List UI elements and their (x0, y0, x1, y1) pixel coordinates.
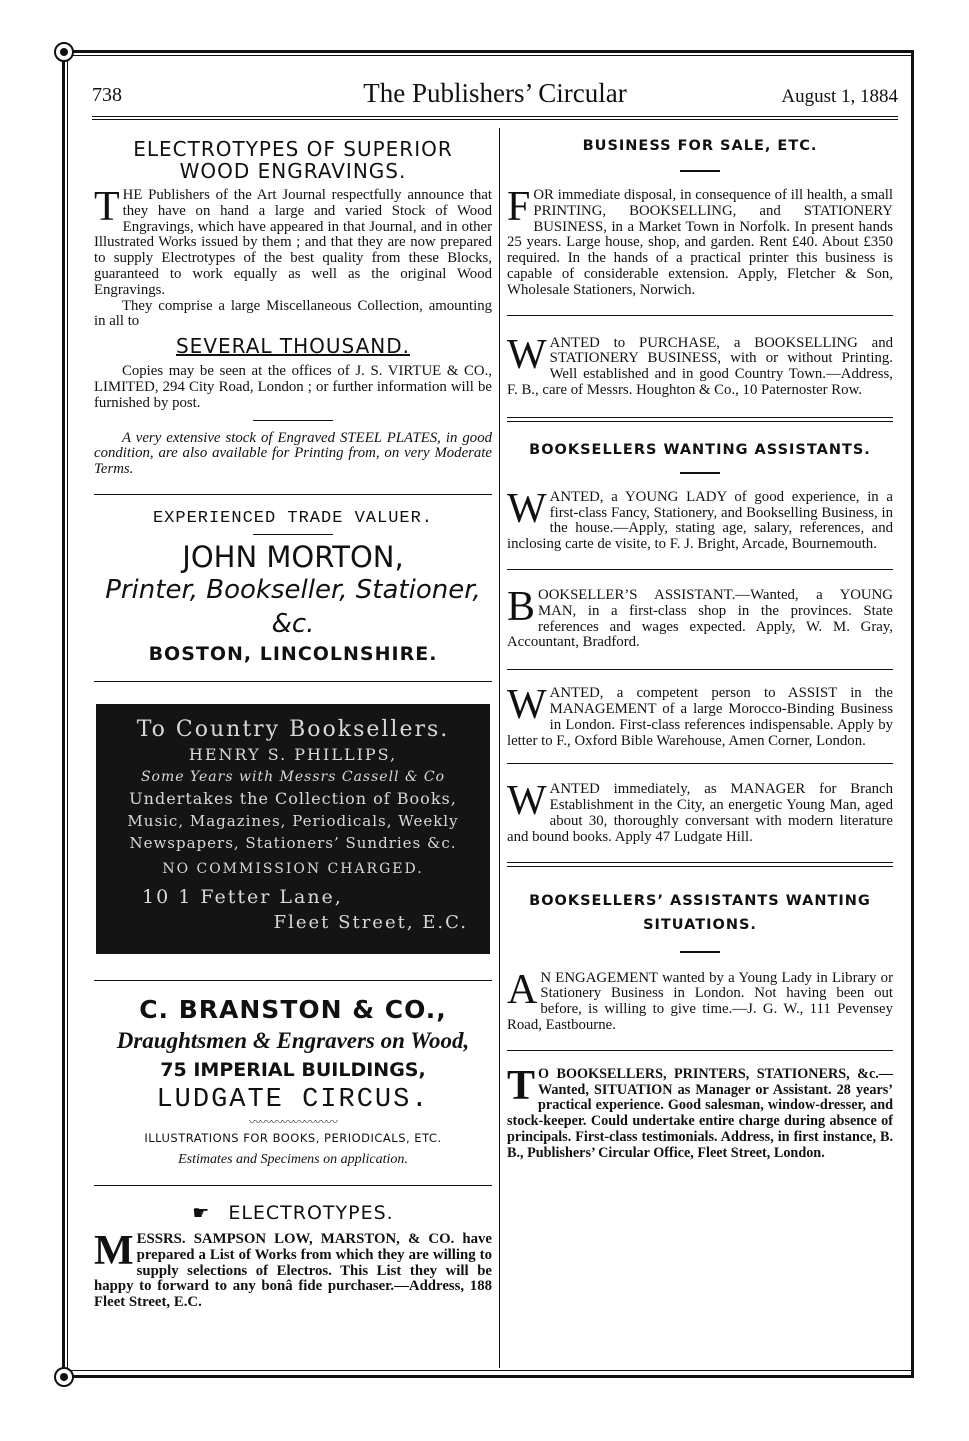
branston-circus: LUDGATE CIRCUS. (156, 1084, 430, 1115)
phillips-advert-block (96, 704, 490, 954)
right-column (507, 128, 893, 1161)
advert-separator (507, 315, 893, 316)
advert-body: MESSRS. SAMPSON LOW, MARSTON, & CO. have prepared a List of Works from which they are willing to supply selections of Electros. This List they will be happy to forward to any bonâ fide purchaser.—Address, 188 Fleet Street, E.C. (94, 1227, 492, 1311)
advert-disposal: FOR immediate disposal, in consequence of ill health, a small PRINTING, BOOKSELLING, and STATIONERY BUSINESS, in a Market Town in Norfolk. In present hands 25 years. Large house, shop, and garden. Rent £40. About £350 required. In the hands of a practical printer this business is capable of considerable extension. Apply, Fletcher & Son, Wholesale Stationers, Norwich. (507, 184, 893, 298)
advert-body: THE Publishers of the Art Journal respectfully announce that they have on hand a large and varied Stock of Wood Engravings, which have appeared in that Journal, and in other Illustrated Works issued by them ; and that they are now prepared to supply Electrotypes of the best quality from these Blocks, guaranteed to work equally as well as the original Wood Engravings. (94, 184, 492, 298)
phillips-line: To Country Booksellers. (136, 716, 450, 742)
advert-heading: ELECTROTYPES OF SUPERIOR (133, 137, 453, 161)
branston-illustrations: ILLUSTRATIONS FOR BOOKS, PERIODICALS, ETC. (144, 1130, 442, 1145)
advert-separator (507, 417, 893, 418)
drop-capital: M (94, 1227, 134, 1274)
advert-heading: ☛ ELECTROTYPES. (192, 1201, 394, 1224)
advert-purchase: WANTED to PURCHASE, a BOOKSELLING and STATIONERY BUSINESS, with or without Printing. Well established and in good Country Town.—Address, F. B., care of Messrs. Houghton & Co., 10 Paternoster Row. (507, 331, 893, 398)
drop-capital: F (507, 184, 531, 230)
section-heading: BUSINESS FOR SALE, ETC. (582, 138, 818, 154)
page-border-bottom (62, 1375, 914, 1378)
separator-rule (680, 472, 720, 474)
header-rule (92, 116, 898, 117)
pointing-hand-icon: ☛ (192, 1201, 211, 1224)
phillips-line: NO COMMISSION CHARGED. (162, 860, 424, 877)
advert-manager: WANTED immediately, as MANAGER for Branch Establishment in the City, an energetic Young Man, aged about 30, thoroughly conversant with modern literature and bound books. Apply 47 Ludgate Hill. (507, 778, 893, 845)
drop-capital: A (507, 966, 538, 1013)
wave-ornament: 〰〰〰〰〰〰〰〰 (248, 1114, 337, 1129)
drop-capital: W (507, 485, 547, 532)
separator-rule (680, 951, 720, 953)
advert-separator (94, 1185, 492, 1186)
advert-body: A very extensive stock of Engraved STEEL PLATES, in good condition, are also available for Printing from, on very Moderate Terms. (94, 429, 492, 478)
issue-date: August 1, 1884 (781, 86, 898, 107)
branston-name: C. BRANSTON & CO., (139, 994, 447, 1024)
morton-place: BOSTON, LINCOLNSHIRE. (148, 642, 438, 665)
advert-bookseller-assistant: BOOKSELLER’S ASSISTANT.—Wanted, a YOUNG MAN, in a first-class shop in the provinces. State references and wages expected. Apply, W. M. Gray, Accountant, Bradford. (507, 583, 893, 651)
page-border-left (62, 50, 65, 1378)
drop-capital: W (507, 331, 547, 378)
several-thousand-heading: SEVERAL THOUSAND. (175, 334, 411, 359)
advert-separator (507, 1050, 893, 1051)
advert-heading: EXPERIENCED TRADE VALUER. (152, 508, 434, 528)
advert-separator (94, 980, 492, 981)
phillips-line: 10 1 Fetter Lane, (142, 885, 343, 908)
header-rule (92, 119, 898, 120)
separator-rule (253, 420, 333, 421)
branston-address: 75 IMPERIAL BUILDINGS, (160, 1058, 426, 1081)
page-border-top (62, 50, 914, 53)
left-column (94, 128, 492, 1311)
drop-capital: T (507, 1062, 536, 1109)
advert-separator (94, 494, 492, 495)
advert-separator (507, 421, 893, 422)
corner-ornament-icon (54, 42, 74, 62)
advert-separator (507, 862, 893, 863)
drop-capital: T (94, 184, 120, 230)
phillips-line: Fleet Street, E.C. (273, 911, 468, 933)
page-number: 738 (92, 84, 122, 106)
section-heading: BOOKSELLERS WANTING ASSISTANTS. (529, 441, 871, 458)
separator-rule (253, 534, 333, 535)
running-header (92, 78, 898, 114)
advert-printers-situation: T O BOOKSELLERS, PRINTERS, STATIONERS, &c.—Wanted, SITUATION as Manager or Assistant. 28 years’ practical experience. Good salesman, window-dresser, and stock-keeper. Could undertake entire charge during absence of principals. First-class testimonials. Address, in first instance, B. B., Publishers’ Circular Office, Fleet Street, London. (507, 1062, 893, 1161)
phillips-line: Undertakes the Collection of Books, (129, 788, 457, 808)
drop-capital: W (507, 682, 547, 729)
branston-estimates: Estimates and Specimens on application. (178, 1151, 408, 1167)
corner-ornament-icon (54, 1367, 74, 1387)
page-border-right (911, 50, 914, 1378)
advert-competent-person: WANTED, a competent person to ASSIST in the MANAGEMENT of a large Morocco-Binding Business in London. First-class references indispensable. Apply by letter to F., Oxford Bible Warehouse, Amen Corner, London. (507, 682, 893, 749)
phillips-line: Music, Magazines, Periodicals, Weekly (127, 811, 459, 830)
advert-separator (507, 866, 893, 867)
advert-separator (507, 569, 893, 570)
branston-advert (94, 995, 492, 1171)
page-border-top-inner (62, 55, 914, 56)
sampson-low-advert (94, 1202, 492, 1311)
advert-body: They comprise a large Miscellaneous Collection, amounting in all to (94, 297, 492, 330)
morton-advert (94, 509, 492, 667)
section-heading: SITUATIONS. (643, 916, 757, 933)
publication-title: The Publishers’ Circular (363, 78, 627, 108)
section-heading: BOOKSELLERS’ ASSISTANTS WANTING (529, 892, 871, 909)
phillips-line: HENRY S. PHILLIPS, (188, 744, 398, 764)
advert-separator (507, 669, 893, 670)
phillips-line: Newspapers, Stationers’ Sundries &c. (129, 833, 457, 852)
advert-heading: WOOD ENGRAVINGS. (179, 159, 407, 183)
advert-separator (507, 763, 893, 764)
drop-capital: W (507, 778, 547, 825)
column-divider (499, 128, 500, 1368)
advert-body: Copies may be seen at the offices of J. S. VIRTUE & CO., LIMITED, 294 City Road, London ; or further information will be furnished by post. (94, 363, 492, 411)
advert-young-lady: WANTED, a YOUNG LADY of good experience, in a first-class Fancy, Stationery, and Bookselling Business, in the house.—Apply, stating age, salary, references, and inclosing carte de visite, to F. J. Bright, Arcade, Bournemouth. (507, 485, 893, 553)
morton-trade: Printer, Bookseller, Stationer, &c. (105, 574, 481, 639)
morton-name: JOHN MORTON, (182, 539, 404, 574)
branston-trade: Draughtsmen & Engravers on Wood, (116, 1027, 470, 1053)
page-border-bottom-inner (62, 1370, 914, 1371)
advert-separator (94, 681, 492, 682)
advert-engagement: A N ENGAGEMENT wanted by a Young Lady in Library or Stationery Business in London. Not having been out before, is willing to give time.—J. G. W., 111 Pevensey Road, Eastbourne. (507, 966, 893, 1033)
phillips-line: Some Years with Messrs Cassell & Co (140, 768, 446, 785)
separator-rule (680, 170, 720, 172)
drop-capital: B (507, 583, 536, 630)
electrotypes-advert (94, 138, 492, 478)
page-border-left-inner (67, 55, 68, 1375)
